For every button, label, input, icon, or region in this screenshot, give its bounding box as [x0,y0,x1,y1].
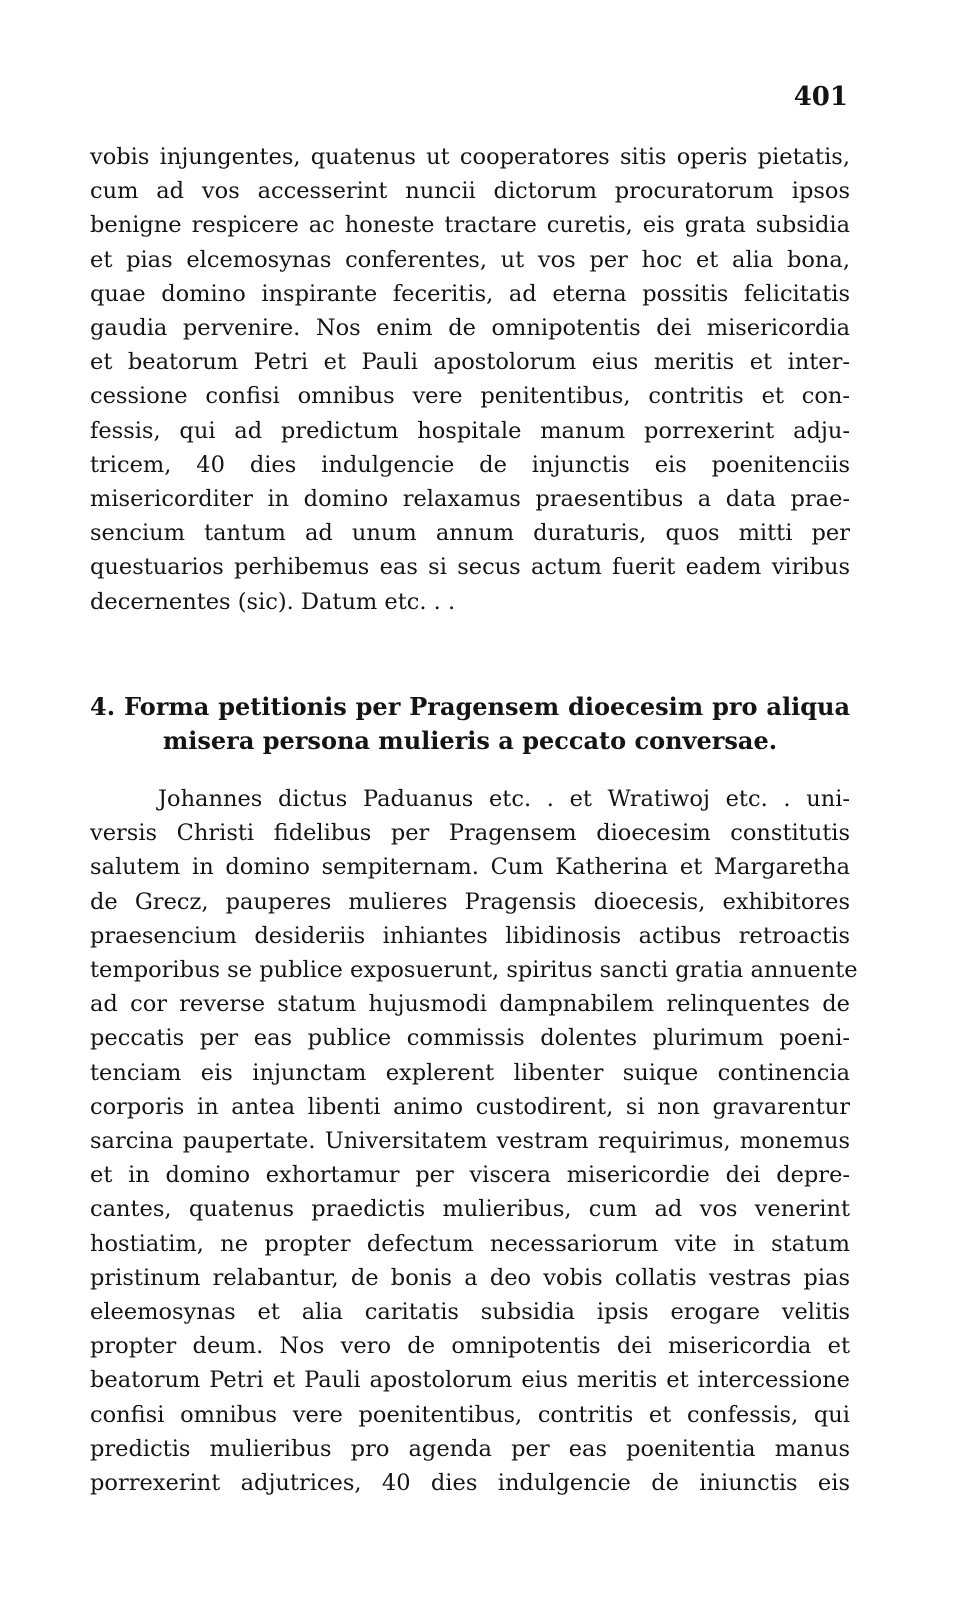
text-line: et pias elcemosynas conferentes, ut vos per hoc et alia bona, [90,246,850,273]
text-line: cessione confisi omnibus vere penitentibus, contritis et con- [90,383,850,410]
text-line: eleemosynas et alia caritatis subsidia ipsis erogare velitis [90,1299,850,1326]
section-heading-line: misera persona mulieris a peccato conversae. [162,726,778,755]
text-line: confisi omnibus vere poenitentibus, contritis et confessis, qui [90,1401,850,1428]
text-line: et beatorum Petri et Pauli apostolorum eius meritis et inter- [90,349,850,376]
text-line: fessis, qui ad predictum hospitale manum porrexerint adju- [90,417,850,444]
text-line: porrexerint adjutrices, 40 dies indulgencie de iniunctis eis [90,1470,850,1497]
text-line: versis Christi fidelibus per Pragensem dioecesim constitutis [90,820,850,847]
text-line: salutem in domino sempiternam. Cum Katherina et Margaretha [90,854,850,881]
text-line: et in domino exhortamur per viscera misericordie dei depre- [90,1162,850,1189]
text-line: temporibus se publice exposuerunt, spiritus sancti gratia annuente [90,957,858,984]
text-line: tricem, 40 dies indulgencie de injunctis eis poenitenciis [90,451,850,478]
text-line: tenciam eis injunctam explerent libenter suique continencia [90,1059,850,1086]
paragraph-1 [90,140,850,619]
text-line: vobis injungentes, quatenus ut cooperatores sitis operis pietatis, [90,144,850,170]
text-line: misericorditer in domino relaxamus praesentibus a data prae- [90,486,850,513]
text-line: benigne respicere ac honeste tractare curetis, eis grata subsidia [90,212,850,239]
text-line: pristinum relabantur, de bonis a deo vobis collatis vestras pias [90,1264,850,1291]
text-line: predictis mulieribus pro agenda per eas poenitentia manus [90,1435,850,1462]
text-line: de Grecz, pauperes mulieres Pragensis dioecesis, exhibitores [90,888,850,915]
text-line: peccatis per eas publice commissis dolentes plurimum poeni- [90,1025,850,1052]
text-line: questuarios perhibemus eas si secus actum fuerit eadem viribus [90,554,850,581]
text-line: quae domino inspirante feceritis, ad eterna possitis felicitatis [90,280,850,307]
text-line: sarcina paupertate. Universitatem vestram requirimus, monemus [90,1128,850,1155]
text-line: Johannes dictus Paduanus etc. . et Wratiwoj etc. . uni- [158,786,850,812]
text-line: praesencium desideriis inhiantes libidinosis actibus retroactis [90,922,850,949]
text-line: sencium tantum ad unum annum duraturis, quos mitti per [90,520,850,547]
text-line: propter deum. Nos vero de omnipotentis dei misericordia et [90,1333,850,1360]
text-line: gaudia pervenire. Nos enim de omnipotentis dei misericordia [90,315,850,342]
text-line: ad cor reverse statum hujusmodi dampnabilem relinquentes de [90,991,850,1018]
text-line: hostiatim, ne propter defectum necessariorum vite in statum [90,1230,850,1257]
text-line: decernentes (sic). Datum etc. . . [90,588,456,615]
text-line: beatorum Petri et Pauli apostolorum eius meritis et intercessione [90,1367,850,1394]
paragraph-2 [90,782,858,1500]
section-heading [90,690,850,758]
text-line: cantes, quatenus praedictis mulieribus, cum ad vos venerint [90,1196,850,1223]
page-number: 401 [793,82,848,112]
section-heading-line: 4. Forma petitionis per Pragensem dioecesim pro aliqua [90,692,850,721]
text-line: corporis in antea libenti animo custodirent, si non gravarentur [90,1093,850,1120]
text-line: cum ad vos accesserint nuncii dictorum procuratorum ipsos [90,178,850,205]
